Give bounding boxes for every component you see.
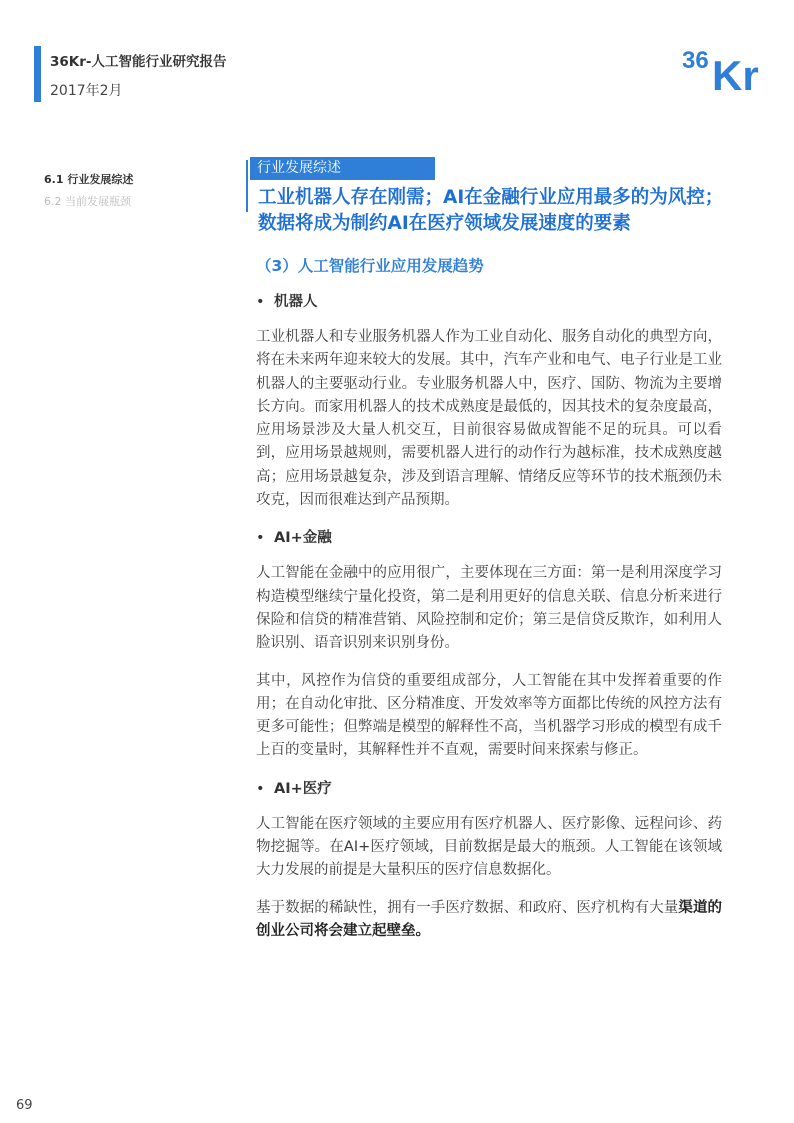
subheading: （3）人工智能行业应用发展趋势 [256, 257, 484, 275]
header-accent-bar [34, 46, 41, 102]
36kr-logo [680, 42, 766, 94]
paragraph: 人工智能在金融中的应用很广，主要体现在三方面：第一是利用深度学习构造模型继续宁量化投资，第二是利用更好的信息关联、信息分析来进行保险和信贷的精准营销、风险控制和定价；第三是信贷反欺诈，如利用人脸识别、语音识别来识别身份。 [256, 565, 722, 652]
main-content [256, 254, 722, 957]
final-paragraph-text: 基于数据的稀缺性，拥有一手医疗数据、和政府、医疗机构有大量 [256, 899, 679, 916]
bullet-heading-robot [256, 290, 722, 311]
page-title [258, 185, 758, 237]
svg-text:36: 36 [682, 47, 709, 74]
svg-text:Kr: Kr [712, 52, 759, 94]
bullet-dot-icon: • [256, 530, 265, 547]
bullet-heading-medical [256, 777, 722, 798]
paragraph: 其中，风控作为信贷的重要组成部分，人工智能在其中发挥着重要的作用；在自动化审批、区分精准度、开发效率等方面都比传统的风控方法有更多可能性；但弊端是模型的解释性不高，当机器学习形成的模型有成千上百的变量时，其解释性并不直观，需要时间来探索与修正。 [256, 672, 722, 759]
bullet-label: 机器人 [274, 294, 318, 310]
table-of-contents [44, 169, 133, 213]
bullet-label: AI+金融 [274, 530, 332, 547]
page-title-line-1: 工业机器人存在刚需；AI在金融行业应用最多的为风控； [258, 187, 724, 208]
paragraph: 工业机器人和专业服务机器人作为工业自动化、服务自动化的典型方向，将在未来两年迎来较大的发展。其中，汽车产业和电气、电子行业是工业机器人的主要驱动行业。专业服务机器人中，医疗、国防、物流为主要增长方向。而家用机器人的技术成熟度是最低的，因其技术的复杂度最高，应用场景涉及大量人机交互，目前很容易做成智能不足的玩具。可以看到，应用场景越规则，需要机器人进行的动作行为越标准，技术成熟度越高；应用场景越复杂，涉及到语言理解、情绪反应等环节的技术瓶颈仍未攻克，因而很难达到产品预期。 [256, 329, 722, 509]
page-title-line-2: 数据将成为制约AI在医疗领域发展速度的要素 [258, 213, 631, 234]
page-number: 69 [16, 1098, 33, 1113]
report-date: 2017年2月 [50, 83, 123, 99]
final-paragraph [256, 897, 722, 944]
report-title: 36Kr-人工智能行业研究报告 [50, 54, 227, 70]
toc-item-6-2[interactable]: 6.2 当前发展瓶颈 [44, 195, 131, 208]
bullet-dot-icon: • [256, 294, 265, 310]
bullet-heading-finance [256, 526, 722, 547]
toc-item-6-1[interactable]: 6.1 行业发展综述 [44, 173, 134, 186]
bullet-dot-icon: • [256, 780, 265, 797]
section-divider-line [246, 160, 248, 212]
bullet-label: AI+医疗 [274, 780, 332, 797]
section-label: 行业发展综述 [250, 157, 435, 180]
final-paragraph-emphasis: 渠道的创业公司将会建立起壁垒。 [256, 899, 723, 939]
paragraph: 人工智能在医疗领域的主要应用有医疗机器人、医疗影像、远程问诊、药物挖掘等。在AI+医疗领域，目前数据是最大的瓶颈。人工智能在该领域大力发展的前提是大量积压的医疗信息数据化。 [256, 815, 722, 879]
